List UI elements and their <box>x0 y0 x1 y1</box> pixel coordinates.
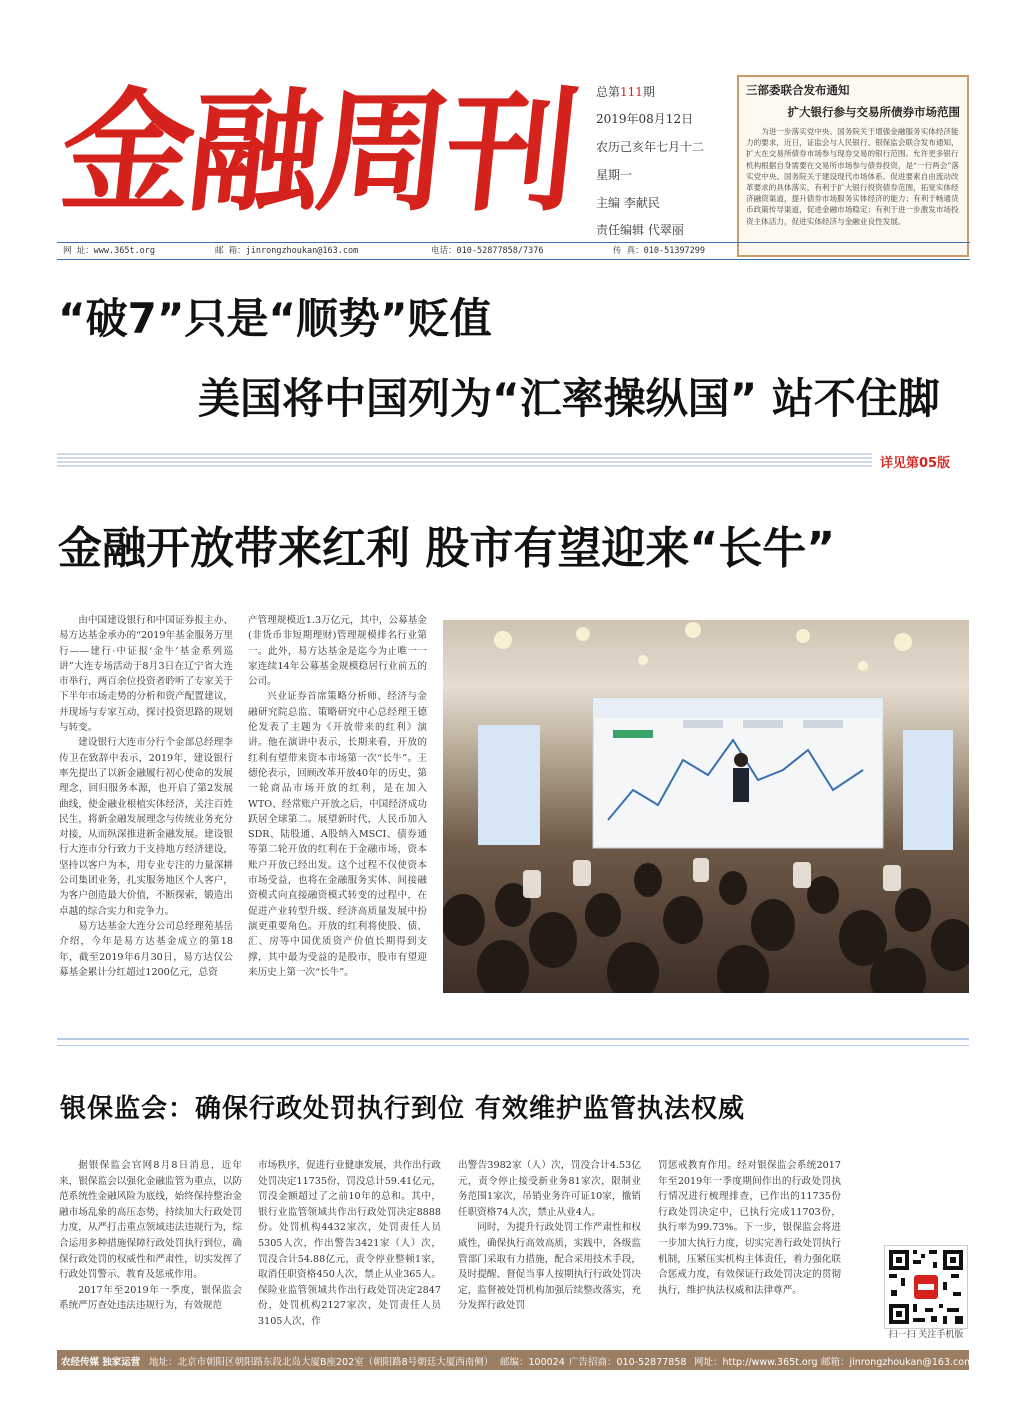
contact-phone: 电话：010-52877858/7376 <box>431 246 544 256</box>
headline-4[interactable]: 银保监会：确保行政处罚执行到位 有效维护监管执法权威 <box>60 1094 746 1124</box>
footer-postcode: 邮编：100024 <box>500 1357 565 1368</box>
issue-number <box>596 83 655 100</box>
contact-website[interactable]: 网 址：www.365t.org <box>63 246 156 256</box>
issue-date: 2019年08月12日 <box>596 112 694 126</box>
issue-suffix: 期 <box>642 85 655 99</box>
article2-column-3 <box>458 1158 641 1314</box>
notice-subtitle: 扩大银行参与交易所债券市场范围 <box>787 105 960 119</box>
article1-column-2 <box>248 613 427 980</box>
paragraph: 同时，为提升行政处罚工作严肃性和权威性，确保执行高效高质，实践中，各级监管部门采取有力措施，配合采用技术手段，及时提醒、督促当事人按期执行行政处罚决定，监督被处罚机构加强后续整改落实，充分发挥行政处罚 <box>458 1222 641 1312</box>
paragraph: 易方达基金大连分公司总经理苑基岳介绍，今年是易方达基金成立的第18年，截至2019年6月30日，易方达仅公募基金累计分红超过1200亿元，总资 <box>59 920 233 978</box>
contact-email[interactable]: 邮 箱：jinrongzhoukan@163.com <box>215 246 359 256</box>
section-divider <box>57 1038 969 1046</box>
paragraph: 2017年至2019年一季度，银保监会系统严厉查处违法违规行为，有效规范 <box>59 1284 242 1312</box>
headline-2[interactable]: 美国将中国列为“汇率操纵国” 站不住脚 <box>198 374 940 423</box>
notice-box <box>737 75 969 257</box>
masthead-title: 金融周刊 <box>53 76 583 230</box>
qr-code[interactable] <box>884 1245 968 1329</box>
paragraph: 出警告3982家（人）次，罚没合计4.53亿元，责令停止接受新业务81家次，限制业务范围1家次，吊销业务许可证10家，撤销任职资格74人次，禁止从业4人。 <box>458 1160 641 1218</box>
see-page-link[interactable]: 详见第05版 <box>880 456 951 471</box>
article2-column-2 <box>258 1158 441 1330</box>
footer-address: 地址：北京市朝阳区朝阳路东段北岛大厦B座202室（朝阳路8号朝廷大厦西南侧） <box>149 1357 494 1368</box>
footer-bar <box>57 1350 974 1370</box>
chief-editor: 主编 李献民 <box>596 196 660 210</box>
contact-fax: 传 真：010-51397299 <box>613 246 706 256</box>
paragraph: 建设银行大连市分行个金部总经理李传卫在致辞中表示，2019年，建设银行率先提出了以新金融履行初心使命的发展理念，回归服务本源，也开启了第2发展曲线，使金融业根植实体经济，关注百姓民生，将新金融发展理念与传统业务充分对接，从而纵深推进新金融发展。建设银行大连市分行致力于支持地方经济建设，坚持以客户为本，用专业专注的力量深耕公司集团业务，扎实服务地区个人客户，为客户创造最大价值，不断探索，锻造出卓越的综合实力和竞争力。 <box>59 737 233 917</box>
divider <box>57 453 872 469</box>
issue-prefix: 总第 <box>596 85 621 99</box>
footer-email[interactable]: 邮箱：jinrongzhoukan@163.com <box>821 1357 974 1368</box>
notice-body: 为进一步落实党中央、国务院关于增强金融服务实体经济能力的要求，近日，证监会与人民银行、银保监会联合发布通知，扩大在交易所债券市场参与现券交易的银行范围。允许更多银行机构根据自身需要在交易所市场参与债券投资，是“一行两会”落实党中央、国务院关于建设现代市场体系、促进要素自由流动改革要求的具体落实，有利于扩大银行投资债券范围，拓宽实体经济融资渠道，提升债券市场服务实体经济的能力；有利于畅通货币政策传导渠道，促进金融市场稳定；有利于进一步激发市场投资主体活力，促进实体经济与金融业良性发展。 <box>746 127 959 226</box>
paragraph: 兴业证券首席策略分析师、经济与金融研究院总监、策略研究中心总经理王德伦发表了主题为《开放带来的红利》演讲。他在演讲中表示，长期来看，开放的红利有望带来资本市场第一次“长牛”。王德伦表示，回顾改革开放40年的历史，第一轮商品市场开放的红利，是在加入WTO、经常账户开放之后，中国经济成功跃居全球第二。展望新时代，人民币加入SDR、陆股通、A股纳入MSCI、债券通等第二轮开放的红利在于金融市场，资本账户开放已经出发。这个过程不仅使资本市场受益，也将在金融服务实体、间接融资模式向直接融资模式转变的过程中，在促进产业转型升级、经济高质量发展中扮演更重要角色。开放的红利将使股、债、汇、房等中国优质资产价值长期得到支撑，其中最为受益的是股市，股市有望迎来历史上第一次“长牛”。 <box>248 691 427 978</box>
qr-code-icon <box>885 1246 967 1328</box>
paragraph: 据银保监会官网8月8日消息，近年来，银保监会以强化金融监管为重点，以防范系统性金融风险为底线，始终保持整治金融市场乱象的高压态势，持续加大行政处罚力度，从严打击重点领域违法违规行为，综合运用多种措施保障行政处罚执行到位，确保行政处罚的权威性和严肃性，切实发挥了行政处罚警示、教育及惩戒作用。 <box>59 1160 242 1281</box>
event-photo-illustration <box>443 620 969 993</box>
weekday: 星期一 <box>596 168 633 182</box>
footer-website[interactable]: 网址：http://www.365t.org <box>694 1357 818 1368</box>
lunar-date: 农历己亥年七月十二 <box>596 140 705 154</box>
paragraph: 产管理规模近1.3万亿元，其中，公募基金(非货币非短期理财)管理规模排名行业第一。此外，易方达基金是迄今为止唯一一家连续14年公募基金规模稳居行业前五的公司。 <box>248 615 427 688</box>
issue-number-value: 111 <box>620 85 643 99</box>
contact-bar <box>57 242 970 260</box>
responsible-editor: 责任编辑 代翠丽 <box>596 223 684 237</box>
paragraph: 罚惩戒教育作用。经对银保监会系统2017年至2019年一季度期间作出的行政处罚执行情况进行梳理排查，已作出的11735份行政处罚决定中，已执行完成11703份，执行率为99.73%。下一步，银保监会将进一步加大执行力度，切实完善行政处罚执行机制，压紧压实机构主体责任，着力强化联合惩戒力度，有效保证行政处罚决定的贯彻执行，维护执法权威和法律尊严。 <box>658 1160 841 1296</box>
paragraph: 市场秩序，促进行业健康发展，共作出行政处罚决定11735份，罚没总计59.41亿元，罚没金额超过了之前10年的总和。其中，银行业监管领域共作出行政处罚决定8888份。处罚机构4432家次，处罚责任人员5305人次，作出警告3421家（人）次，罚没合计54.88亿元，责令停业整顿1家，取消任职资格450人次，禁止从业365人。保险业监管领域共作出行政处罚决定2847份，处罚机构2127家次，处罚责任人员3105人次，作 <box>258 1160 441 1327</box>
footer-slogan: 农经传媒 独家运营 <box>61 1357 141 1368</box>
headline-3[interactable]: 金融开放带来红利 股市有望迎来“长牛” <box>58 523 836 574</box>
event-photo <box>443 620 969 993</box>
notice-title: 三部委联合发布通知 <box>746 83 850 97</box>
footer-ads: 广告招商：010-52877858 <box>569 1357 687 1368</box>
article2-column-4 <box>658 1158 841 1298</box>
headline-1[interactable]: “破7”只是“顺势”贬值 <box>58 294 492 343</box>
paragraph: 由中国建设银行和中国证券报主办、易方达基金承办的“2019年基金服务万里行——建行·中证报‘金牛’基金系列巡讲”大连专场活动于8月3日在辽宁省大连市举行，两百余位投资者聆听了专家关于下半年市场走势的分析和资产配置建议，并现场与专家互动，探讨投资思路的规划与转变。 <box>59 615 233 734</box>
article1-column-1 <box>59 613 233 980</box>
article2-column-1 <box>59 1158 242 1314</box>
qr-caption: 扫一扫 关注手机版 <box>888 1330 964 1340</box>
